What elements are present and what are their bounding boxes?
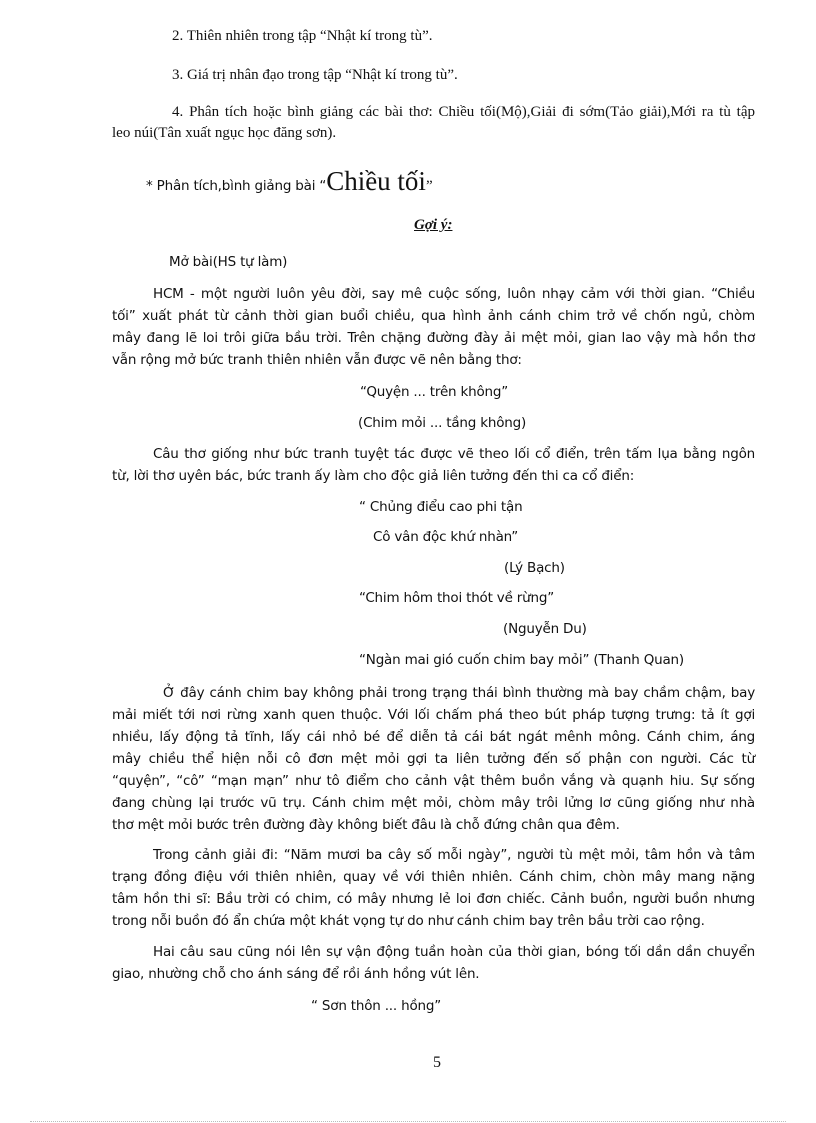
heading-prefix: * Phân tích,bình giảng bài “ <box>146 178 327 194</box>
paragraph-1-line-3: mây đang lẽ loi trôi giữa bầu trời. Trên chặng đường đày ải mệt mỏi, gian lao vậy mà hồn thơ <box>112 330 755 346</box>
paragraph-1-line-2: tối” xuất phát từ cảnh thời gian buổi chiều, qua hình ảnh cánh chim trở về chốn ngủ, chòm <box>112 308 755 324</box>
paragraph-4-line-2: trạng đồng điệu với thiên nhiên, quay về với thiên nhiên. Cánh chim, chòn mây mang nặng <box>112 869 755 885</box>
paragraph-3-line-6: đang chùng lại trước vũ trụ. Cánh chim mệt mỏi, chòm mây trôi lửng lơ cũng giống như nhà <box>112 795 755 811</box>
paragraph-3-line-1: Ở đây cánh chim bay không phải trong trạng thái bình thường mà bay chầm chậm, bay <box>163 685 755 701</box>
list-item-2: 2. Thiên nhiên trong tập “Nhật kí trong tù”. <box>172 28 433 44</box>
list-item-4-line-1: 4. Phân tích hoặc bình giảng các bài thơ: Chiều tối(Mộ),Giải đi sớm(Tảo giải),Mới ra tù tập <box>172 104 755 120</box>
heading-title: Chiều tối <box>326 166 426 196</box>
quote-4: Cô vân độc khứ nhàn” <box>373 529 519 545</box>
paragraph-4-line-3: tâm hồn thi sĩ: Bầu trời có chim, có mây nhưng lẻ loi đơn chiếc. Cảnh buồn, người buồn nhưng <box>112 891 755 907</box>
paragraph-4-line-4: trong nỗi buồn đó ẩn chứa một khát vọng tự do như cánh chim bay trên bầu trời cao rộng. <box>112 913 705 929</box>
paragraph-3-line-7: thơ mệt mỏi bước trên đường đày không biết đâu là chỗ đứng chân qua đêm. <box>112 817 620 833</box>
list-item-4-line-2: leo núi(Tân xuất ngục học đăng sơn). <box>112 125 337 141</box>
quote-3: “ Chủng điểu cao phi tận <box>359 499 523 515</box>
page-bottom-rule <box>30 1121 786 1122</box>
quote-6: “Chim hôm thoi thót về rừng” <box>359 590 555 606</box>
page-number: 5 <box>433 1054 441 1071</box>
quote-8: “Ngàn mai gió cuốn chim bay mỏi” (Thanh Quan) <box>359 652 684 668</box>
quote-1: “Quyện ... trên không” <box>360 384 509 400</box>
hint-heading: Gợi ý: <box>414 217 453 233</box>
paragraph-3-line-2: mải miết tới nơi rừng xanh quen thuộc. Với lối chấm phá theo bút pháp tượng trưng: tả ít gợi <box>112 707 755 723</box>
paragraph-3-line-4: mây chiều thể hiện nỗi cô đơn mệt mỏi gợi ta liên tưởng đến số phận con người. Các từ <box>112 751 755 767</box>
section-heading <box>146 166 433 201</box>
paragraph-3-line-5: “quyện”, “cô” “mạn mạn” như tô điểm cho cảnh vật thêm buồn vắng và quạnh hiu. Sự sống <box>112 773 755 789</box>
paragraph-2-line-1: Câu thơ giống như bức tranh tuyệt tác được vẽ theo lối cổ điển, trên tấm lụa bằng ngôn <box>153 446 755 462</box>
paragraph-1-line-4: vẫn rộng mở bức tranh thiên nhiên vẫn được vẽ nên bằng thơ: <box>112 352 522 368</box>
quote-2: (Chim mỏi ... tầng không) <box>358 415 527 431</box>
heading-suffix: ” <box>425 178 433 194</box>
paragraph-3-line-3: nhiều, lấy động tả tĩnh, lấy cái nhỏ bé để diễn tả cái bát ngát mênh mông. Cánh chim, áng <box>112 729 755 745</box>
paragraph-5-line-1: Hai câu sau cũng nói lên sự vận động tuần hoàn của thời gian, bóng tối dần dần chuyển <box>153 944 755 960</box>
list-item-3: 3. Giá trị nhân đạo trong tập “Nhật kí trong tù”. <box>172 67 458 83</box>
paragraph-4-line-1: Trong cảnh giải đi: “Năm mươi ba cây số mỗi ngày”, người tù mệt mỏi, tâm hồn và tâm <box>153 847 755 863</box>
paragraph-5-line-2: giao, nhường chỗ cho ánh sáng để rồi ánh hồng vút lên. <box>112 966 480 982</box>
intro-line: Mở bài(HS tự làm) <box>169 254 288 270</box>
paragraph-2-line-2: từ, lời thơ uyên bác, bức tranh ấy làm cho độc giả liên tưởng đến thi ca cổ điển: <box>112 468 635 484</box>
paragraph-1-line-1: HCM - một người luôn yêu đời, say mê cuộc sống, luôn nhạy cảm với thời gian. “Chiều <box>153 286 755 302</box>
quote-9: “ Sơn thôn ... hồng” <box>311 998 442 1014</box>
quote-5-attribution: (Lý Bạch) <box>504 560 565 576</box>
quote-7-attribution: (Nguyễn Du) <box>503 621 587 637</box>
